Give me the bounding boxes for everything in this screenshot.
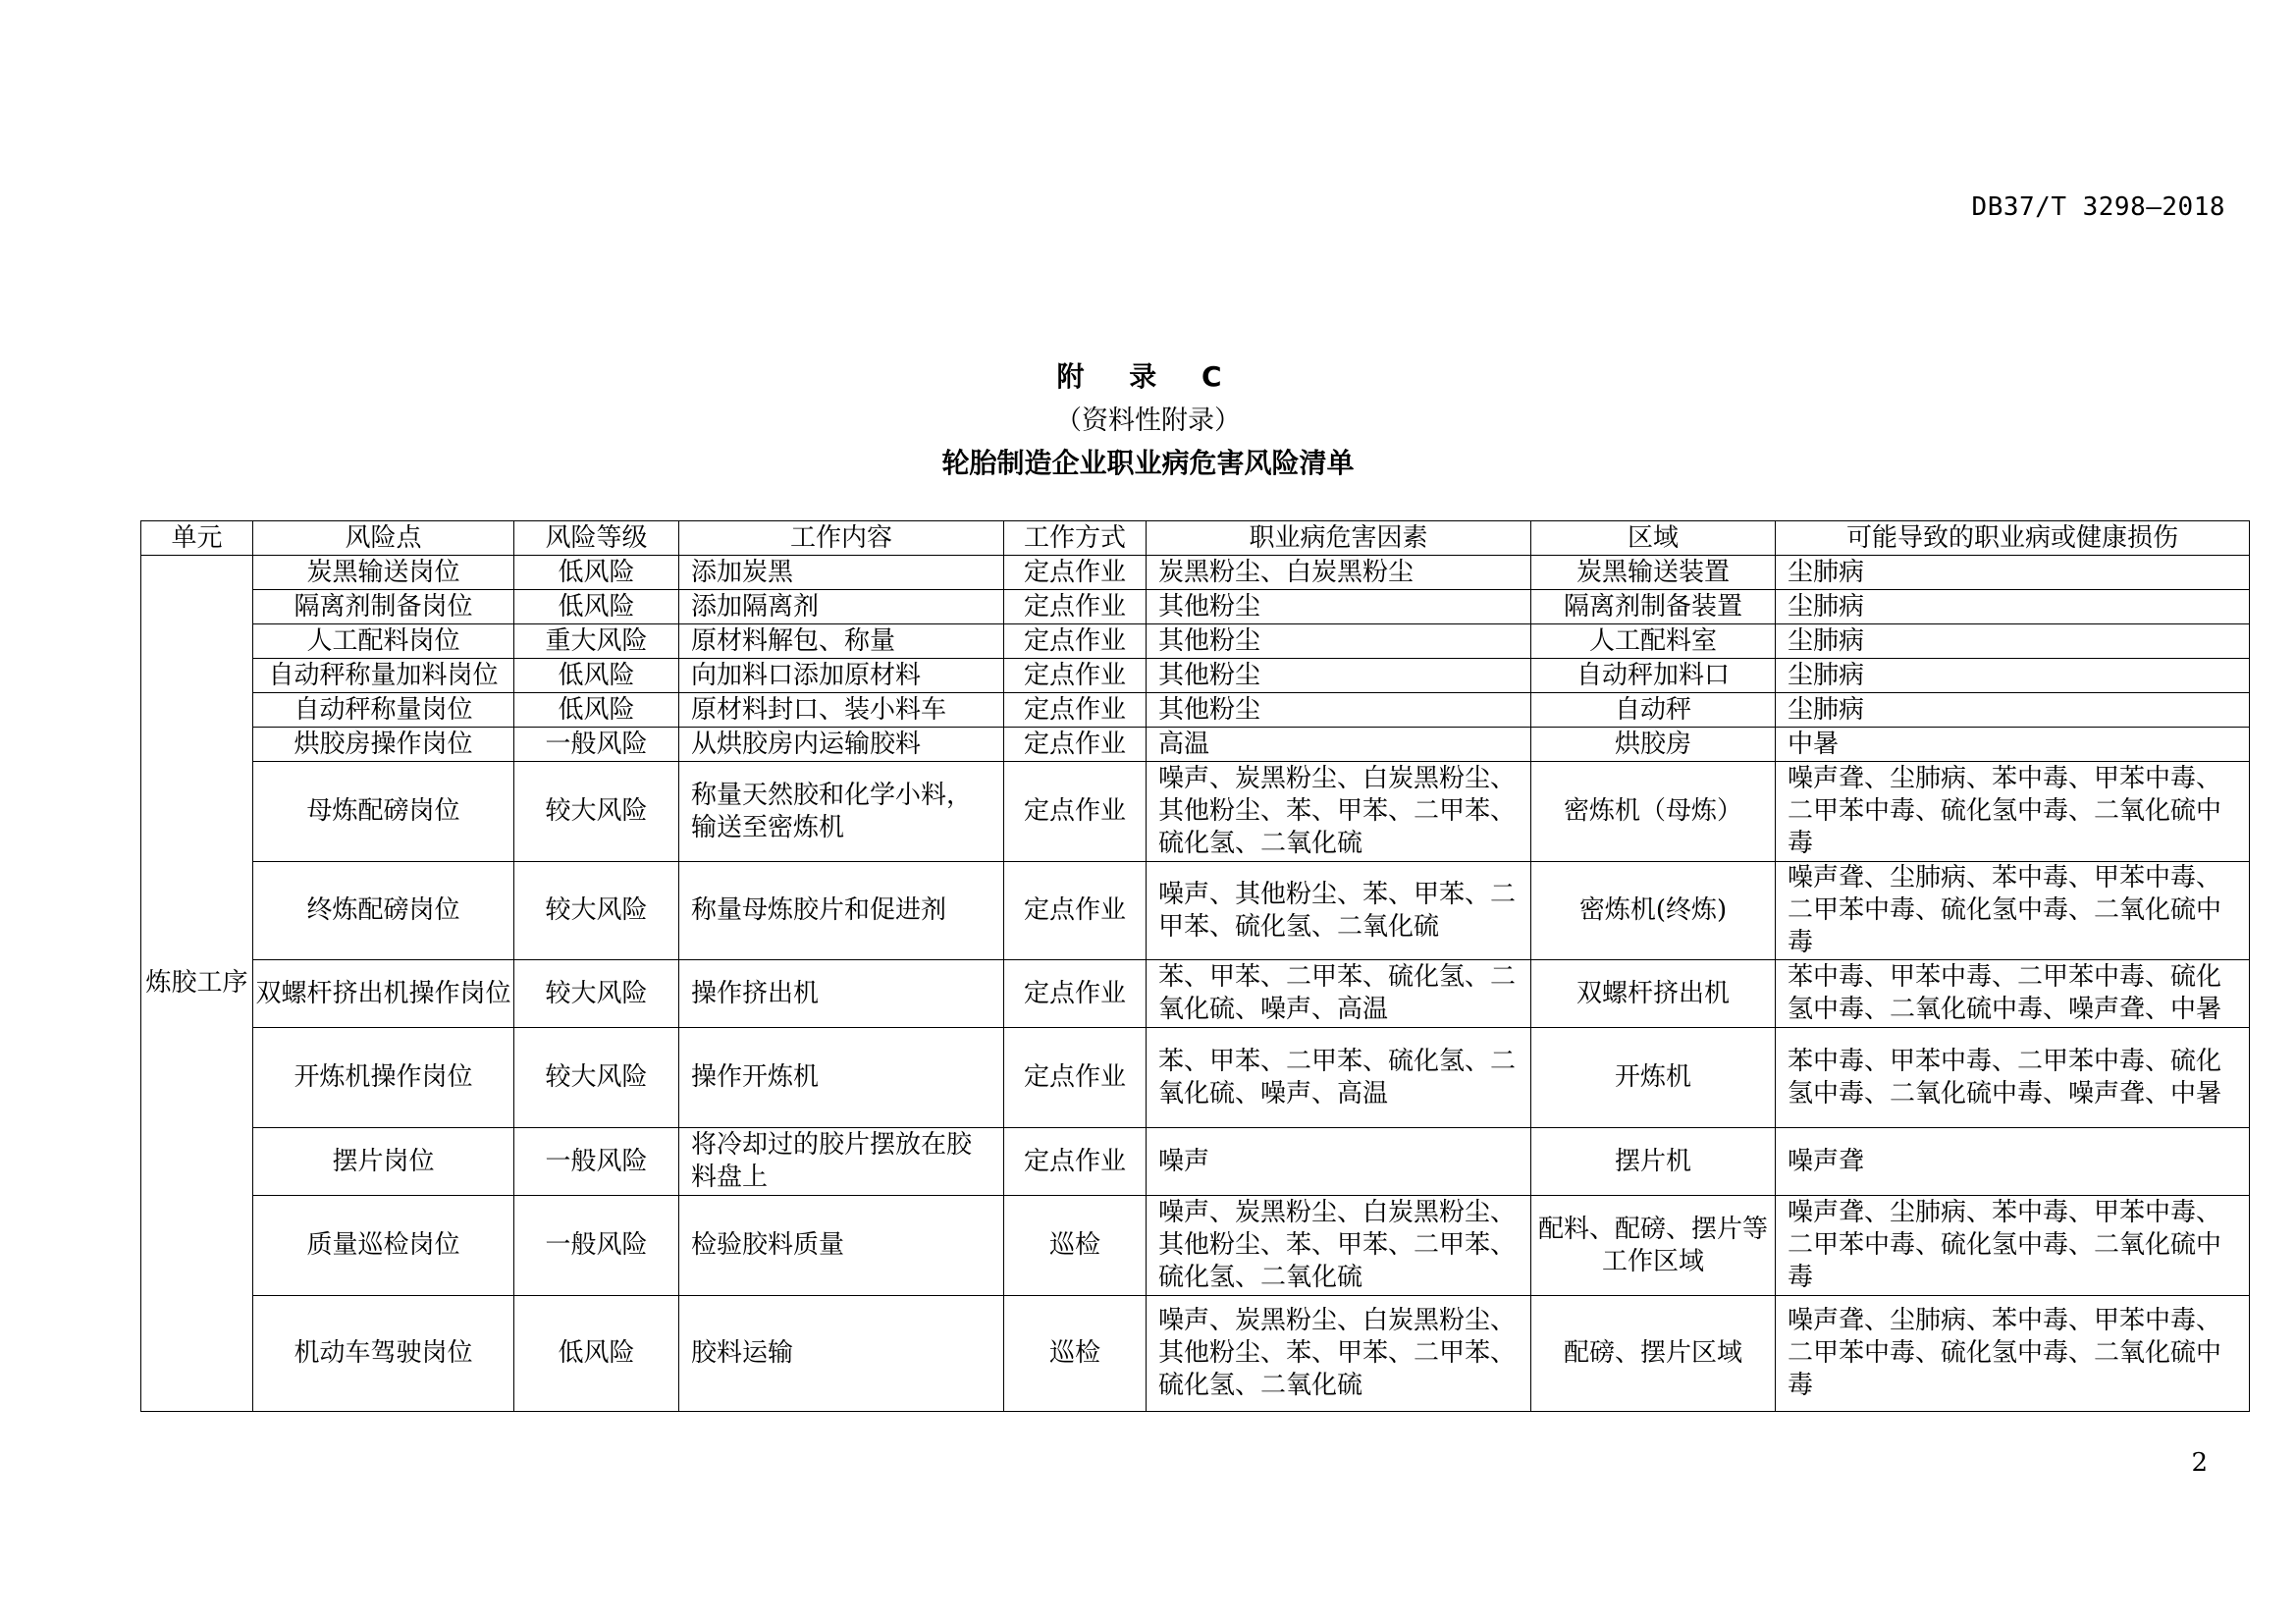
hazard-factors-cell: 其他粉尘 [1147,659,1531,693]
area-cell: 摆片机 [1531,1128,1776,1196]
disease-cell: 苯中毒、甲苯中毒、二甲苯中毒、硫化氢中毒、二氧化硫中毒、噪声聋、中暑 [1776,1028,2250,1128]
work-mode-cell: 定点作业 [1004,762,1147,862]
table-row [141,624,2250,659]
header-risk-point: 风险点 [253,521,514,556]
disease-cell: 噪声聋、尘肺病、苯中毒、甲苯中毒、二甲苯中毒、硫化氢中毒、二氧化硫中毒 [1776,762,2250,862]
hazard-factors-cell: 其他粉尘 [1147,624,1531,659]
risk-point-cell: 人工配料岗位 [253,624,514,659]
table-row [141,862,2250,960]
risk-point-cell: 开炼机操作岗位 [253,1028,514,1128]
work-content-cell: 从烘胶房内运输胶料 [679,728,1004,762]
table-row [141,693,2250,728]
hazard-factors-cell: 其他粉尘 [1147,693,1531,728]
hazard-factors-cell: 噪声、炭黑粉尘、白炭黑粉尘、其他粉尘、苯、甲苯、二甲苯、硫化氢、二氧化硫 [1147,762,1531,862]
work-mode-cell: 定点作业 [1004,862,1147,960]
risk-table [140,520,2250,1412]
work-content-cell: 向加料口添加原材料 [679,659,1004,693]
header-disease: 可能导致的职业病或健康损伤 [1776,521,2250,556]
risk-level-cell: 较大风险 [514,762,679,862]
table-row [141,1028,2250,1128]
risk-level-cell: 一般风险 [514,1196,679,1296]
risk-point-cell: 隔离剂制备岗位 [253,590,514,624]
table-row [141,590,2250,624]
area-cell: 自动秤 [1531,693,1776,728]
work-mode-cell: 巡检 [1004,1296,1147,1412]
risk-level-cell: 较大风险 [514,1028,679,1128]
disease-cell: 噪声聋、尘肺病、苯中毒、甲苯中毒、二甲苯中毒、硫化氢中毒、二氧化硫中毒 [1776,862,2250,960]
work-mode-cell: 定点作业 [1004,693,1147,728]
risk-point-cell: 自动秤称量加料岗位 [253,659,514,693]
work-content-cell: 原材料封口、装小料车 [679,693,1004,728]
disease-cell: 噪声聋、尘肺病、苯中毒、甲苯中毒、二甲苯中毒、硫化氢中毒、二氧化硫中毒 [1776,1296,2250,1412]
disease-cell: 尘肺病 [1776,556,2250,590]
work-content-cell: 称量天然胶和化学小料，输送至密炼机 [679,762,1004,862]
table-row [141,762,2250,862]
area-cell: 隔离剂制备装置 [1531,590,1776,624]
risk-point-cell: 母炼配磅岗位 [253,762,514,862]
risk-level-cell: 低风险 [514,659,679,693]
disease-cell: 噪声聋、尘肺病、苯中毒、甲苯中毒、二甲苯中毒、硫化氢中毒、二氧化硫中毒 [1776,1196,2250,1296]
risk-point-cell: 炭黑输送岗位 [253,556,514,590]
work-content-cell: 检验胶料质量 [679,1196,1004,1296]
area-cell: 自动秤加料口 [1531,659,1776,693]
hazard-factors-cell: 噪声、炭黑粉尘、白炭黑粉尘、其他粉尘、苯、甲苯、二甲苯、硫化氢、二氧化硫 [1147,1196,1531,1296]
hazard-factors-cell: 噪声 [1147,1128,1531,1196]
work-mode-cell: 定点作业 [1004,1128,1147,1196]
hazard-factors-cell: 噪声、炭黑粉尘、白炭黑粉尘、其他粉尘、苯、甲苯、二甲苯、硫化氢、二氧化硫 [1147,1296,1531,1412]
appendix-title: 附 录 C [1056,360,1240,393]
table-row [141,1128,2250,1196]
table-row [141,728,2250,762]
unit-cell: 炼胶工序 [141,556,253,1412]
work-content-cell: 胶料运输 [679,1296,1004,1412]
area-cell: 配料、配磅、摆片等工作区域 [1531,1196,1776,1296]
table-title: 轮胎制造企业职业病危害风险清单 [941,447,1355,479]
risk-point-cell: 双螺杆挤出机操作岗位 [253,960,514,1028]
risk-point-cell: 终炼配磅岗位 [253,862,514,960]
area-cell: 开炼机 [1531,1028,1776,1128]
header-hazard-factors: 职业病危害因素 [1147,521,1531,556]
header-unit: 单元 [141,521,253,556]
work-mode-cell: 巡检 [1004,1196,1147,1296]
work-mode-cell: 定点作业 [1004,590,1147,624]
risk-level-cell: 较大风险 [514,960,679,1028]
table-row [141,1296,2250,1412]
hazard-factors-cell: 其他粉尘 [1147,590,1531,624]
table-row [141,556,2250,590]
risk-level-cell: 重大风险 [514,624,679,659]
area-cell: 密炼机(终炼) [1531,862,1776,960]
risk-level-cell: 一般风险 [514,728,679,762]
area-cell: 炭黑输送装置 [1531,556,1776,590]
risk-level-cell: 一般风险 [514,1128,679,1196]
work-mode-cell: 定点作业 [1004,728,1147,762]
work-content-cell: 称量母炼胶片和促进剂 [679,862,1004,960]
header-risk-level: 风险等级 [514,521,679,556]
header-work-content: 工作内容 [679,521,1004,556]
disease-cell: 尘肺病 [1776,624,2250,659]
hazard-factors-cell: 高温 [1147,728,1531,762]
area-cell: 人工配料室 [1531,624,1776,659]
disease-cell: 尘肺病 [1776,590,2250,624]
work-mode-cell: 定点作业 [1004,659,1147,693]
table-header-row [141,521,2250,556]
area-cell: 双螺杆挤出机 [1531,960,1776,1028]
work-content-cell: 添加隔离剂 [679,590,1004,624]
work-content-cell: 操作开炼机 [679,1028,1004,1128]
hazard-factors-cell: 苯、甲苯、二甲苯、硫化氢、二氧化硫、噪声、高温 [1147,1028,1531,1128]
work-content-cell: 将冷却过的胶片摆放在胶料盘上 [679,1128,1004,1196]
risk-point-cell: 摆片岗位 [253,1128,514,1196]
area-cell: 配磅、摆片区域 [1531,1296,1776,1412]
disease-cell: 中暑 [1776,728,2250,762]
risk-level-cell: 低风险 [514,556,679,590]
area-cell: 烘胶房 [1531,728,1776,762]
risk-level-cell: 低风险 [514,590,679,624]
work-mode-cell: 定点作业 [1004,960,1147,1028]
appendix-subtitle: （资料性附录） [1055,406,1241,436]
page-number: 2 [2191,1448,2208,1478]
work-mode-cell: 定点作业 [1004,624,1147,659]
hazard-factors-cell: 苯、甲苯、二甲苯、硫化氢、二氧化硫、噪声、高温 [1147,960,1531,1028]
disease-cell: 噪声聋 [1776,1128,2250,1196]
table-row [141,1196,2250,1296]
risk-point-cell: 质量巡检岗位 [253,1196,514,1296]
disease-cell: 苯中毒、甲苯中毒、二甲苯中毒、硫化氢中毒、二氧化硫中毒、噪声聋、中暑 [1776,960,2250,1028]
header-area: 区域 [1531,521,1776,556]
disease-cell: 尘肺病 [1776,659,2250,693]
header-work-mode: 工作方式 [1004,521,1147,556]
work-content-cell: 原材料解包、称量 [679,624,1004,659]
risk-point-cell: 自动秤称量岗位 [253,693,514,728]
hazard-factors-cell: 噪声、其他粉尘、苯、甲苯、二甲苯、硫化氢、二氧化硫 [1147,862,1531,960]
table-row [141,960,2250,1028]
risk-level-cell: 低风险 [514,693,679,728]
risk-level-cell: 较大风险 [514,862,679,960]
table-row [141,659,2250,693]
document-code: DB37/T 3298—2018 [1971,192,2225,222]
work-content-cell: 添加炭黑 [679,556,1004,590]
area-cell: 密炼机（母炼） [1531,762,1776,862]
risk-level-cell: 低风险 [514,1296,679,1412]
work-content-cell: 操作挤出机 [679,960,1004,1028]
disease-cell: 尘肺病 [1776,693,2250,728]
risk-point-cell: 机动车驾驶岗位 [253,1296,514,1412]
risk-point-cell: 烘胶房操作岗位 [253,728,514,762]
work-mode-cell: 定点作业 [1004,1028,1147,1128]
work-mode-cell: 定点作业 [1004,556,1147,590]
hazard-factors-cell: 炭黑粉尘、白炭黑粉尘 [1147,556,1531,590]
